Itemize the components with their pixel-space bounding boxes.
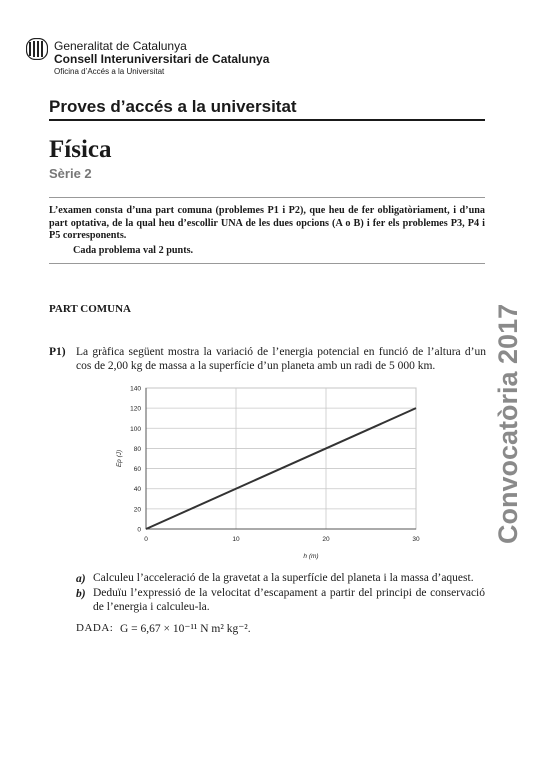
convocatoria-text: Convocatòria 2017 [493,303,523,544]
serie-label: Sèrie 2 [49,166,92,181]
y-tick-label: 40 [133,486,141,494]
data-label: DADA: [76,622,114,634]
y-tick-label: 100 [130,425,141,433]
y-tick-label: 80 [133,445,141,453]
energy-height-chart [108,382,428,562]
data-value: G = 6,67 × 10⁻¹¹ N m² kg⁻². [120,623,251,635]
question-a-label: a) [76,573,86,585]
org-name-line1: Generalitat de Catalunya [54,39,187,53]
y-axis-label: Ep (J) [116,449,123,468]
exam-title: Proves d’accés a la universitat [49,97,297,116]
intro-points: Cada problema val 2 punts. [73,245,194,256]
question-a-text: Calculeu l’acceleració de la gravetat a la superfície del planeta i la massa d’aquest. [93,572,474,584]
x-axis-label: h (m) [303,553,319,560]
y-tick-label: 0 [137,526,141,534]
subject-title: Física [49,136,112,163]
intro-top-divider [49,197,485,198]
problem-text: La gràfica següent mostra la variació de l’energia potencial en funció de l’altura d’un cos de 2,00 kg de massa a la superfície d’un planeta amb un radi de 5 000 km. [76,346,486,372]
title-divider [49,119,485,121]
x-tick-label: 20 [322,536,330,543]
org-name-line2: Consell Interuniversitari de Catalunya [54,52,270,66]
generalitat-logo [26,38,48,60]
convocatoria-side-label [471,290,531,548]
x-tick-label: 30 [412,536,420,543]
y-tick-label: 20 [133,506,141,514]
y-tick-label: 140 [130,385,141,393]
problem-label: P1) [49,346,66,358]
plot-area [146,388,416,529]
question-b-text: Deduïu l’expressió de la velocitat d’escapament a partir del principi de conservació de l’energia i calculeu-la. [93,587,485,613]
intro-text: L’examen consta d’una part comuna (problemes P1 i P2), que heu de fer obligatòriament, i d’una part optativa, de la qual heu d’escollir UNA de les dues opcions (A o B) i fer els problemes P3, P4 i P5 corresponents. [49,205,485,241]
y-tick-label: 120 [130,405,141,413]
section-title: PART COMUNA [49,303,132,315]
intro-bottom-divider [49,263,485,264]
question-b-label: b) [76,588,86,600]
x-tick-label: 0 [144,536,148,543]
x-tick-label: 10 [232,536,240,543]
y-tick-label: 60 [133,466,141,474]
org-name-line3: Oficina d’Accés a la Universitat [54,67,165,76]
